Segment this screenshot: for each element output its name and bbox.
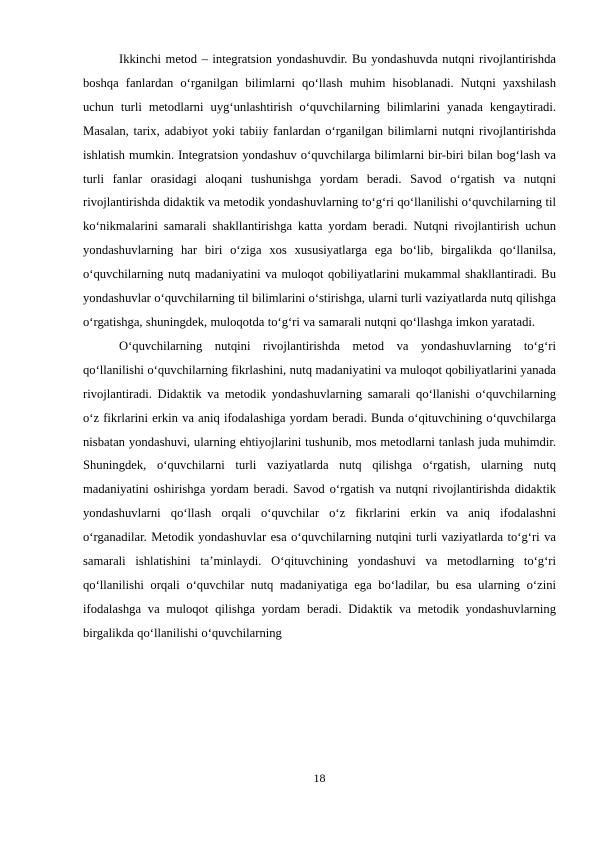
- body-text: [83, 48, 556, 646]
- page-number: 18: [313, 771, 326, 785]
- paragraph-integration-approach: Ikkinchi metod – integratsion yondashuvdir. Bu yondashuvda nutqni rivojlantirishda boshqa fanlardan o‘rganilgan bilimlarni qo‘llash muhim hisoblanadi. Nutqni yaxshilash uchun turli metodlarni uyg‘unlashtirish o‘quvchilarning bilimlarini yanada kengaytiradi. Masalan, tarix, adabiyot yoki tabiiy fanlardan o‘rganilgan bilimlarni nutqni rivojlantirishda ishlatish mumkin. Integratsion yondashuv o‘quvchilarga bilimlarni bir-biri bilan bog‘lash va turli fanlar orasidagi aloqani tushunishga yordam beradi. Savod o‘rgatish va nutqni rivojlantirishda didaktik va metodik yondashuvlarning to‘g‘ri qo‘llanilishi o‘quvchilarning til ko‘nikmalarini samarali shakllantirishga katta yordam beradi. Nutqni rivojlantirish uchun yondashuvlarning har biri o‘ziga xos xususiyatlarga ega bo‘lib, birgalikda qo‘llanilsa, o‘quvchilarning nutq madaniyatini va muloqot qobiliyatlarini mukammal shakllantiradi. Bu yondashuvlar o‘quvchilarning til bilimlarini o‘stirishga, ularni turli vaziyatlarda nutq qilishga o‘rgatishga, shuningdek, muloqotda to‘g‘ri va samarali nutqni qo‘llashga imkon yaratadi.: [83, 52, 556, 329]
- paragraph-speech-development: O‘quvchilarning nutqini rivojlantirishda metod va yondashuvlarning to‘g‘ri qo‘llanilishi o‘quvchilarning fikrlashini, nutq madaniyatini va muloqot qobiliyatlarini yanada rivojlantiradi. Didaktik va metodik yondashuvlarning samarali qo‘llanishi o‘quvchilarning o‘z fikrlarini erkin va aniq ifodalashiga yordam beradi. Bunda o‘qituvchining o‘quvchilarga nisbatan yondashuvi, ularning ehtiyojlarini tushunib, mos metodlarni tanlash juda muhimdir. Shuningdek, o‘quvchilarni turli vaziyatlarda nutq qilishga o‘rgatish, ularning nutq madaniyatini oshirishga yordam beradi. Savod o‘rgatish va nutqni rivojlantirishda didaktik yondashuvlarni qo‘llash orqali o‘quvchilar o‘z fikrlarini erkin va aniq ifodalashni o‘rganadilar. Metodik yondashuvlar esa o‘quvchilarning nutqini turli vaziyatlarda to‘g‘ri va samarali ishlatishini ta’minlaydi. O‘qituvchining yondashuvi va metodlarning to‘g‘ri qo‘llanilishi orqali o‘quvchilar nutq madaniyatiga ega bo‘ladilar, bu esa ularning o‘zini ifodalashga va muloqot qilishga yordam beradi. Didaktik va metodik yondashuvlarning birgalikda qo‘llanilishi o‘quvchilarning: [83, 338, 556, 640]
